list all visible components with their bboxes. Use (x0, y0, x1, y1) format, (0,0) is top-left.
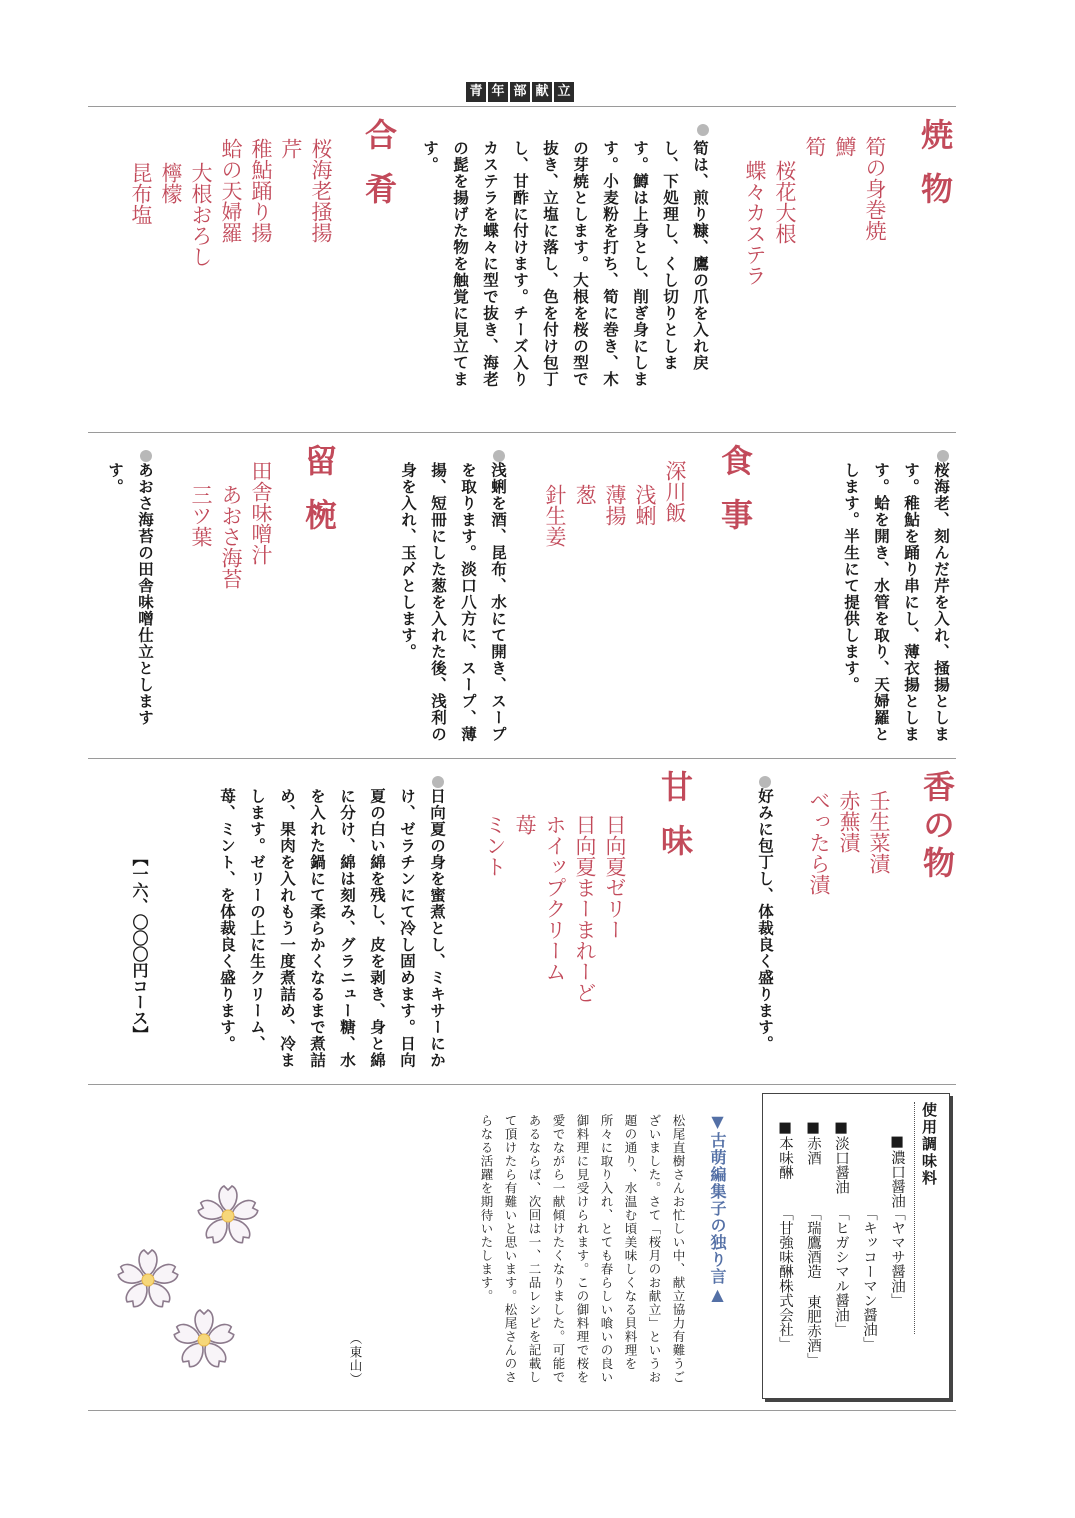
dish-item: 鱒 (833, 136, 857, 157)
dish-item: 芹 (279, 138, 303, 159)
header-char: 部 (510, 82, 530, 102)
sakura-flower-icon (197, 1186, 260, 1246)
course-price: 【一六、〇〇〇円コース】 (130, 850, 149, 1042)
dish-item: 田舎味噌汁 (249, 460, 273, 565)
dish-item: 日向夏まーまれーど (573, 814, 597, 1003)
divider (88, 432, 956, 433)
divider (88, 1084, 956, 1085)
dish-item: 壬生菜漬 (867, 790, 891, 874)
dish-item: 三ツ葉 (189, 484, 213, 547)
sakura-decoration (100, 1180, 270, 1380)
dish-item: あおさ海苔 (219, 484, 243, 589)
shokuji-heading: 食事 (716, 444, 754, 552)
dish-item: 日向夏ゼリー (603, 814, 627, 940)
konomono-heading: 香の物 (918, 770, 956, 884)
dish-item: べったら漬 (807, 790, 831, 895)
tome-description: あおさ海苔の田舎味噌仕立としますす。 (106, 462, 155, 726)
divider (88, 1410, 956, 1411)
aizakana-heading: 合肴 (360, 118, 398, 226)
column-title: ▼古萌編集子の独り言▲ (708, 1112, 727, 1305)
seasoning-brand: 「甘強味醂株式会社」 (777, 1206, 793, 1351)
dish-item: 筍の身巻焼 (863, 136, 887, 241)
dish-item: 桜海老掻揚 (309, 138, 333, 243)
dish-item: 赤蕪漬 (837, 790, 861, 853)
seasoning-name: ■濃口醤油 (889, 1134, 905, 1208)
dish-item: 稚鮎踊り揚 (249, 138, 273, 243)
dish-item: 檸檬 (159, 162, 183, 204)
header-char: 献 (532, 82, 552, 102)
dish-item: 浅蜊 (633, 484, 657, 526)
dish-item: ミント (483, 814, 507, 877)
seasoning-brand: 「瑞鷹酒造 東肥赤酒」 (805, 1206, 821, 1367)
dish-item: 昆布塩 (129, 162, 153, 225)
seasoning-name: ■赤酒 (805, 1120, 821, 1165)
sakura-flower-icon (173, 1310, 236, 1370)
dish-item: 薄揚 (603, 484, 627, 526)
tome-heading: 留椀 (300, 444, 338, 552)
dish-item: 葱 (573, 484, 597, 505)
yakimono-description: 筍は、煎り糠、鷹の爪を入れ戻し、下処理し、くし切りとします。鱒は上身とし、削ぎ身にします。小麦粉を打ち、筍に巻き、木の芽焼とします。大根を桜の型で抜き、立塩に落し、色を付け包丁し、甘酢に付けます。チーズ入りカステラを蝶々に型で抜き、海老の髭を揚げた物を触覚に見立てます。 (421, 140, 710, 388)
aizakana-description: 桜海老、刻んだ芹を入れ、掻揚とします。稚鮎を踊り串にし、薄衣揚とします。蛤を開き、水管を取り、天婦羅とします。半生にて提供します。 (842, 462, 951, 743)
dish-item: 蛤の天婦羅 (219, 138, 243, 243)
seasoning-brand: 「ヤマサ醤油」 (889, 1206, 905, 1308)
sakura-flower-icon (117, 1250, 180, 1310)
divider (88, 106, 956, 107)
dish-item: 大根おろし (189, 162, 213, 267)
seasoning-name: ■淡口醤油 (833, 1120, 849, 1194)
bullet-dot (140, 450, 152, 462)
dish-item: ホイップクリーム (543, 814, 567, 982)
bullet-dot (493, 450, 505, 462)
dish-item: 針生姜 (543, 484, 567, 547)
column-body: 松尾直樹さんお忙しい中、献立協力有難うございました。さて「桜月のお献立」というお題の通り、水温む頃美味しくなる貝料理を所々に取り入れ、とても春らしい喰いの良い御料理に見受けられます。この御料理で桜を愛でながら一献傾けたくなりました。可能であるならば、次回は一、二品レシピを記載して頂けたら有難いと思います。松尾さんのさらなる活躍を期待いたします。 (479, 1114, 686, 1384)
header-title (466, 82, 574, 102)
shokuji-description: 浅蜊を酒、昆布、水にて開き、スープを取ります。淡口八方に、スープ、薄揚、短冊にした葱を入れた後、浅利の身を入れ、玉〆とします。 (399, 462, 508, 743)
column-signature: （東山） (348, 1332, 363, 1386)
amami-heading: 甘味 (656, 770, 694, 878)
header-char: 立 (554, 82, 574, 102)
divider (88, 758, 956, 759)
dish-item: 深川飯 (663, 460, 687, 523)
bullet-dot (697, 124, 709, 136)
amami-description: 日向夏の身を蜜煮とし、ミキサーにかけ、ゼラチンにて冷し固めます。日向夏の白い綿を残し、皮を剥き、身と綿に分け、綿は刻み、グラニュー糖、水を入れた鍋にて柔らかくなるまで煮詰め、果肉を入れもう一度煮詰め、冷まします。ゼリーの上に生クリーム、苺、ミント、を体裁良く盛ります。 (218, 788, 447, 1069)
seasoning-brand: 「ヒガシマル醤油」 (833, 1206, 849, 1337)
seasoning-name: ■本味醂 (777, 1120, 793, 1180)
dish-item: 蝶々カステラ (743, 160, 767, 286)
header-char: 年 (488, 82, 508, 102)
bullet-dot (759, 776, 771, 788)
yakimono-heading: 焼物 (916, 118, 954, 226)
header-char: 青 (466, 82, 486, 102)
seasonings-title: 使用調味料 (914, 1102, 940, 1334)
konomono-description: 好みに包丁し、体裁良く盛ります。 (756, 788, 775, 1052)
bullet-dot (432, 776, 444, 788)
seasoning-brand: 「キッコーマン醤油」 (861, 1206, 877, 1351)
dish-item: 桜花大根 (773, 160, 797, 244)
dish-item: 苺 (513, 814, 537, 835)
bullet-dot (937, 450, 949, 462)
dish-item: 筍 (803, 136, 827, 157)
